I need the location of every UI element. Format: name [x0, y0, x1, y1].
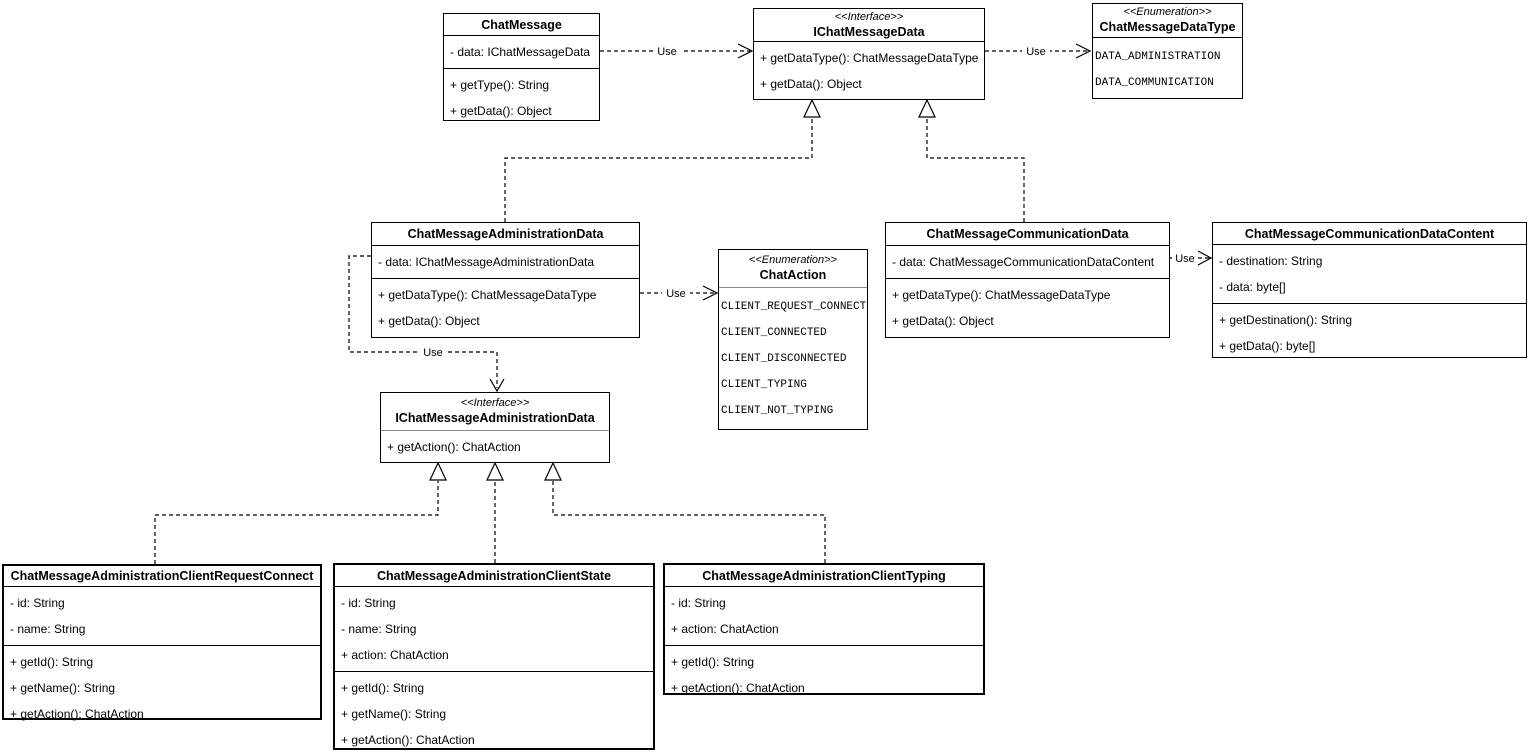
class-method: + getData(): Object: [892, 314, 994, 328]
stereotype-label: <<Enumeration>>: [748, 254, 838, 266]
methods-section: [444, 68, 599, 127]
attributes-section: [665, 586, 983, 645]
class-clienttyping[interactable]: [663, 563, 985, 695]
interface-method: + getDataType(): ChatMessageDataType: [760, 51, 979, 65]
class-title: [335, 565, 653, 586]
methods-section: [335, 671, 653, 751]
class-method: + getName(): String: [341, 707, 447, 721]
class-attribute: - id: String: [10, 596, 65, 610]
stereotype-label: <<Interface>>: [834, 10, 904, 23]
realization-communicationdata-to-ichatmessagedata[interactable]: [919, 100, 1024, 222]
class-chatmessageadministrationdata[interactable]: [371, 222, 640, 338]
enum-value: CLIENT_TYPING: [721, 379, 807, 391]
enum-values-section: [719, 287, 867, 427]
methods-section: [381, 430, 609, 463]
class-clientrequestconnect[interactable]: [2, 564, 322, 720]
class-chatmessagecommunicationdatacontent[interactable]: [1212, 222, 1527, 358]
methods-section: [4, 645, 320, 730]
class-name: ChatAction: [759, 268, 827, 282]
attributes-section: [886, 245, 1169, 278]
class-chatmessage[interactable]: [443, 13, 600, 121]
methods-section: [372, 278, 639, 337]
class-attribute: - name: String: [10, 622, 86, 636]
class-title: [372, 223, 639, 245]
use-label: Use: [657, 46, 677, 58]
attributes-section: [4, 586, 320, 645]
class-attribute: - id: String: [341, 596, 396, 610]
class-attribute: - destination: String: [1219, 254, 1323, 268]
class-attribute: + action: ChatAction: [671, 622, 779, 636]
enum-value: CLIENT_DISCONNECTED: [721, 353, 847, 365]
class-attribute: - data: IChatMessageAdministrationData: [378, 255, 595, 269]
methods-section: [886, 278, 1169, 337]
interface-ichatmessagedata[interactable]: [753, 8, 985, 100]
class-name: ChatMessageCommunicationData: [926, 227, 1129, 241]
class-method: + getAction(): ChatAction: [341, 733, 475, 747]
class-name: ChatMessageAdministrationClientState: [376, 568, 612, 583]
class-title: [886, 223, 1169, 245]
methods-section: [754, 41, 984, 100]
class-title: [444, 14, 599, 35]
class-method: + getDataType(): ChatMessageDataType: [892, 288, 1111, 302]
class-title: [1213, 223, 1526, 244]
methods-section: [1213, 303, 1526, 362]
class-method: + getData(): Object: [450, 104, 552, 118]
class-title: [4, 566, 320, 586]
class-method: + getData(): byte[]: [1219, 339, 1316, 353]
class-title: [1093, 4, 1242, 37]
stereotype-label: <<Interface>>: [460, 397, 530, 409]
interface-ichatmessageadministrationdata[interactable]: [380, 392, 610, 463]
enum-value: DATA_ADMINISTRATION: [1095, 51, 1221, 63]
dependency-chatmessage-to-ichatmessagedata[interactable]: [600, 44, 752, 58]
use-label: Use: [1175, 253, 1195, 265]
class-name: IChatMessageData: [813, 24, 925, 39]
enum-value: CLIENT_NOT_TYPING: [721, 405, 834, 417]
class-attribute: - data: byte[]: [1219, 280, 1286, 294]
use-label: Use: [423, 347, 443, 359]
use-label: Use: [1026, 46, 1046, 58]
class-attribute: - data: IChatMessageData: [450, 45, 591, 59]
enum-value: CLIENT_REQUEST_CONNECT: [721, 301, 867, 313]
class-title: [381, 393, 609, 430]
dependency-administrationdata-to-chataction[interactable]: [640, 286, 717, 300]
class-method: + getName(): String: [10, 681, 116, 695]
class-method: + getDestination(): String: [1219, 313, 1353, 327]
enum-values-section: [1093, 37, 1242, 99]
class-method: + getId(): String: [10, 655, 94, 669]
class-title: [665, 565, 983, 586]
enumeration-chataction[interactable]: [718, 249, 868, 430]
class-method: + getType(): String: [450, 78, 550, 92]
methods-section: [665, 645, 983, 704]
dependency-ichatmessagedata-to-chatmessagedatatype[interactable]: [985, 44, 1090, 58]
class-chatmessagecommunicationdata[interactable]: [885, 222, 1170, 338]
interface-method: + getData(): Object: [760, 77, 862, 91]
class-name: ChatMessageCommunicationDataContent: [1244, 226, 1495, 241]
enum-value: CLIENT_CONNECTED: [721, 327, 827, 339]
class-attribute: + action: ChatAction: [341, 648, 449, 662]
interface-method: + getAction(): ChatAction: [387, 440, 521, 454]
class-attribute: - data: ChatMessageCommunicationDataContent: [892, 255, 1155, 269]
class-method: + getDataType(): ChatMessageDataType: [378, 288, 597, 302]
realization-clientstate-to-interface[interactable]: [487, 463, 503, 563]
enum-value: DATA_COMMUNICATION: [1095, 77, 1214, 89]
class-name: ChatMessageAdministrationData: [407, 227, 604, 241]
use-label: Use: [666, 288, 686, 300]
class-name: ChatMessageAdministrationClientTyping: [702, 568, 946, 583]
class-name: IChatMessageAdministrationData: [395, 411, 595, 425]
realization-clienttyping-to-interface[interactable]: [545, 463, 825, 563]
attributes-section: [1213, 244, 1526, 303]
class-method: + getId(): String: [341, 681, 425, 695]
attributes-section: [372, 245, 639, 278]
class-method: + getId(): String: [671, 655, 755, 669]
attributes-section: [444, 35, 599, 68]
class-title: [719, 250, 867, 287]
class-name: ChatMessageAdministrationClientRequestConnect: [10, 569, 314, 583]
class-method: + getAction(): ChatAction: [671, 681, 805, 695]
dependency-communicationdata-to-datacontent[interactable]: [1170, 251, 1211, 265]
enumeration-chatmessagedatatype[interactable]: [1092, 3, 1243, 99]
class-method: + getData(): Object: [378, 314, 480, 328]
class-attribute: - id: String: [671, 596, 726, 610]
stereotype-label: <<Enumeration>>: [1123, 6, 1212, 18]
attributes-section: [335, 586, 653, 671]
class-title: [754, 9, 984, 41]
class-attribute: - name: String: [341, 622, 417, 636]
class-method: + getAction(): ChatAction: [10, 707, 144, 721]
realization-clientrequestconnect-to-interface[interactable]: [155, 463, 446, 564]
class-name: ChatMessage: [481, 17, 562, 32]
class-name: ChatMessageDataType: [1099, 20, 1236, 34]
class-clientstate[interactable]: [333, 563, 655, 750]
